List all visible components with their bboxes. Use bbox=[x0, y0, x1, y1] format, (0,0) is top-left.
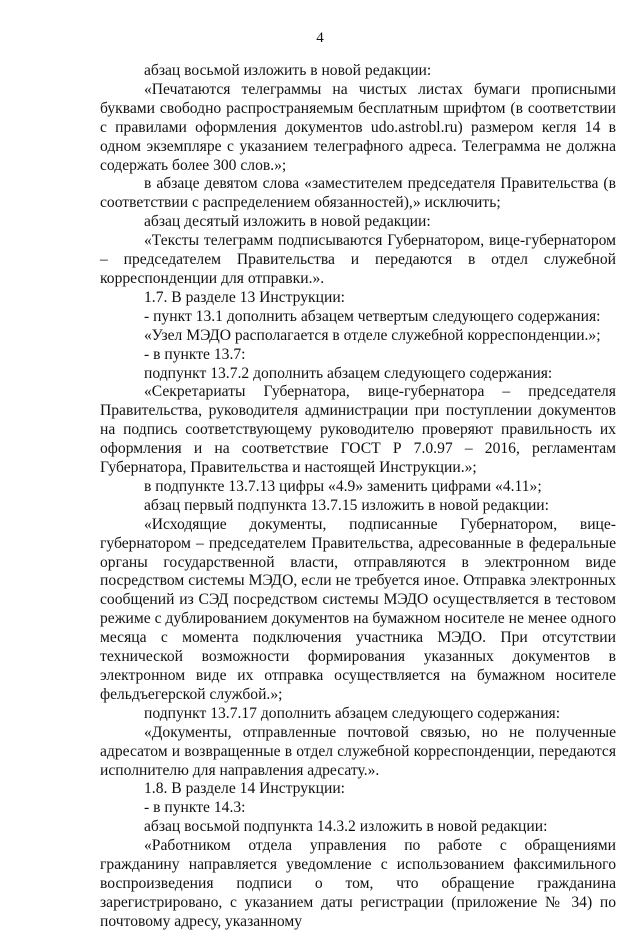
paragraph: - в пункте 13.7: bbox=[144, 345, 246, 363]
paragraph: - пункт 13.1 дополнить абзацем четвертым следующего содержания: bbox=[144, 307, 601, 325]
document-body bbox=[100, 62, 616, 932]
paragraph: в абзаце девятом слова «заместителем председателя Правительства (в соответствии с распределением обязанностей),» исключить; bbox=[100, 175, 616, 212]
paragraph: «Работником отдела управления по работе с обращениями гражданину направляется уведомление с использованием факсимильного воспроизведения подписи о том, что обращение гражданина зарегистрировано, с указанием даты регистрации (приложение № 34) по почтовому адресу, указанному bbox=[100, 837, 616, 930]
page-number: 4 bbox=[316, 30, 324, 46]
paragraph: абзац восьмой подпункта 14.3.2 изложить в новой редакции: bbox=[144, 818, 548, 836]
paragraph: абзац первый подпункта 13.7.15 изложить в новой редакции: bbox=[144, 496, 549, 514]
paragraph: «Узел МЭДО располагается в отделе служебной корреспонденции.»; bbox=[144, 326, 601, 344]
paragraph: - в пункте 14.3: bbox=[144, 799, 246, 817]
paragraph: подпункт 13.7.2 дополнить абзацем следующего содержания: bbox=[144, 364, 553, 382]
paragraph: 1.7. В разделе 13 Инструкции: bbox=[144, 288, 345, 306]
paragraph: подпункт 13.7.17 дополнить абзацем следующего содержания: bbox=[144, 704, 561, 722]
paragraph: «Исходящие документы, подписанные Губернатором, вице-губернатором – председателем Правительства, адресованные в федеральные органы государственной власти, отправляются в электронном виде посредством системы МЭДО, если не требуется иное. Отправка электронных сообщений из СЭД посредством системы МЭДО осуществляется в тестовом режиме с дублированием документов на бумажном носителе не менее одного месяца с момента подключения участника МЭДО. При отсутствии технической возможности формирования указанных документов в электронном виде их отправка осуществляется на бумажном носителе фельдъегерской службой.»; bbox=[100, 515, 616, 703]
paragraph: 1.8. В разделе 14 Инструкции: bbox=[144, 780, 345, 798]
paragraph: «Документы, отправленные почтовой связью, но не полученные адресатом и возвращенные в отдел служебной корреспонденции, передаются исполнителю для направления адресату.». bbox=[100, 723, 616, 779]
paragraph: в подпункте 13.7.13 цифры «4.9» заменить цифрами «4.11»; bbox=[144, 477, 542, 495]
paragraph: абзац десятый изложить в новой редакции: bbox=[144, 213, 431, 231]
paragraph: абзац восьмой изложить в новой редакции: bbox=[144, 62, 432, 79]
paragraph: «Тексты телеграмм подписываются Губернатором, вице-губернатором – председателем Правительства и передаются в отдел служебной корреспонденции для отправки.». bbox=[100, 232, 616, 287]
paragraph: «Секретариаты Губернатора, вице-губернатора – председателя Правительства, руководителя администрации при поступлении документов на подпись соответствующему руководителю проверяют правильность их оформления и на соответствие ГОСТ Р 7.0.97 – 2016, регламентам Губернатора, Правительства и настоящей Инструкции.»; bbox=[100, 383, 616, 477]
paragraph: «Печатаются телеграммы на чистых листах бумаги прописными буквами свободно распространяемым бесплатным шрифтом (в соответствии с правилами оформления документов udo.astrobl.ru) размером кегля 14 в одном экземпляре с указанием телеграфного адреса. Телеграмма не должна содержать более 300 слов.»; bbox=[100, 80, 616, 174]
